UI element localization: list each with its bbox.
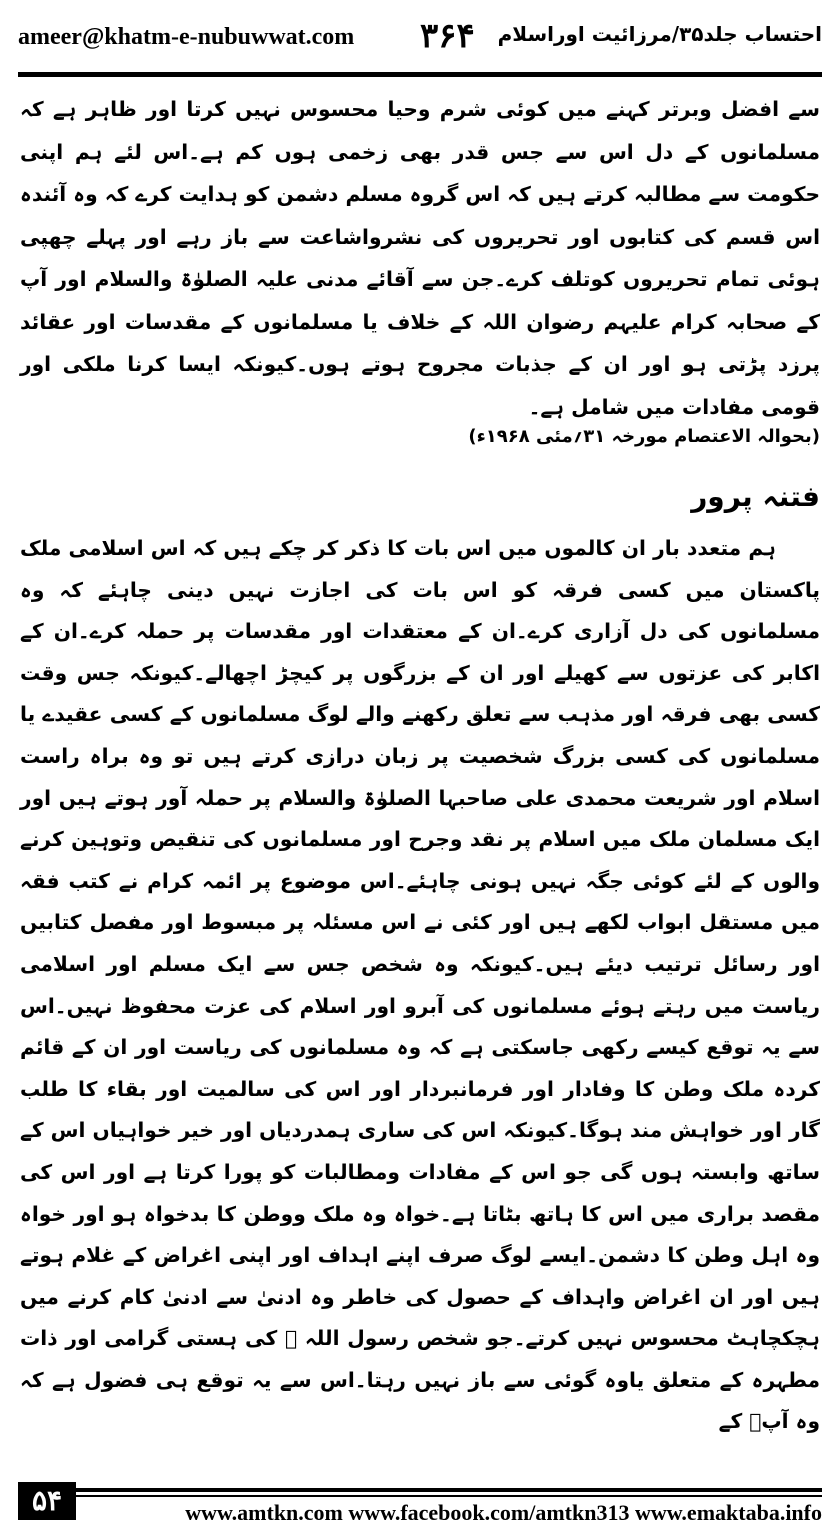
page-header xyxy=(18,16,822,66)
section1-body xyxy=(20,88,820,428)
footer-rule-thin xyxy=(76,1495,822,1497)
header-email: ameer@khatm-e-nubuwwat.com xyxy=(18,24,355,50)
footer-links: www.amtkn.com www.facebook.com/amtkn313 www.emaktaba.info xyxy=(185,1500,822,1525)
footer-page-number: ۵۴ xyxy=(18,1482,76,1520)
header-book-title: احتساب جلد۳۵/مرزائیت اوراسلام xyxy=(497,22,822,46)
section2-heading: فتنہ پرور xyxy=(691,480,820,513)
section1-paragraph: سے افضل وبرتر کہنے میں کوئی شرم وحیا محسوس نہیں کرتا اور ظاہر ہے کہ مسلمانوں کے دل اس سے جس قدر بھی زخمی ہوں کم ہے۔اس لئے ہم اپنی حکومت سے مطالبہ کرتے ہیں کہ اس گروہ مسلم دشمن کو ہدایت کرے کہ وہ آئندہ اس قسم کی کتابوں اور تحریروں کی نشرواشاعت سے باز رہے اور پہلے چھپی ہوئی تمام تحریروں کوتلف کرے۔جن سے آقائے مدنی علیہ الصلوٰۃ والسلام اور آپ کے صحابہ کرام علیہم رضوان اللہ کے خلاف یا مسلمانوں کے مقدسات اور عقائد پرزد پڑتی ہو اور ان کے جذبات مجروح ہوتے ہوں۔کیونکہ ایسا کرنا ملکی اور قومی مفادات میں شامل ہے۔ xyxy=(20,97,820,419)
section2-body xyxy=(20,528,820,1443)
footer-rule-thick xyxy=(76,1488,822,1492)
page-footer xyxy=(18,1482,822,1532)
header-rule xyxy=(18,72,822,77)
section2-paragraph: ہم متعدد بار ان کالموں میں اس بات کا ذکر کر چکے ہیں کہ اس اسلامی ملک پاکستان میں کسی فرقہ کو اس بات کی اجازت نہیں دینی چاہئے کہ وہ مسلمانوں کی دل آزاری کرے۔ان کے معتقدات اور مقدسات پر حملہ کرے۔ان کے اکابر کی عزتوں سے کھیلے اور ان کے بزرگوں پر کیچڑ اچھالے۔کیونکہ جس وقت کسی بھی فرقہ اور مذہب سے تعلق رکھنے والے لوگ مسلمانوں کے کسی عقیدے یا مسلمانوں کی کسی بزرگ شخصیت پر زبان درازی کرتے ہیں تو وہ براہ راست اسلام اور شریعت محمدی علی صاحبہا الصلوٰۃ والسلام پر حملہ آور ہوتے ہیں اور ایک مسلمان ملک میں اسلام پر نقد وجرح اور مسلمانوں کی تنقیص وتوہین کرنے والوں کے لئے کوئی جگہ نہیں ہونی چاہئے۔اس موضوع پر ائمہ کرام نے کتب فقہ میں مستقل ابواب لکھے ہیں اور کئی نے اس مسئلہ پر مبسوط اور مفصل کتابیں اور رسائل ترتیب دیئے ہیں۔کیونکہ وہ شخص جس سے ایک مسلم اور اسلامی ریاست میں رہتے ہوئے مسلمانوں کی آبرو اور اسلام کی عزت محفوظ نہیں۔اس سے یہ توقع کیسے رکھی جاسکتی ہے کہ وہ مسلمانوں کی ریاست اور ان کے قائم کردہ ملک وطن کا وفادار اور فرمانبردار اور اس کی سالمیت اور بقاء کا طلب گار اور خواہش مند ہوگا۔کیونکہ اس کی ساری ہمدردیاں اور خیر خواہیاں اس کے ساتھ وابستہ ہوں گی جو اس کے مفادات ومطالبات کو پورا کرتا ہے اور اس کی مقصد براری میں اس کا ہاتھ بٹاتا ہے۔خواہ وہ ملک ووطن کا بدخواہ ہو اور خواہ وہ اہل وطن کا دشمن۔ایسے لوگ صرف اپنے اہداف اور اپنی اغراض کے غلام ہوتے ہیں اور ان اغراض واہداف کے حصول کی خاطر وہ ادنیٰ سے ادنیٰ کام کرنے میں ہچکچاہٹ محسوس نہیں کرتے۔جو شخص رسول اللہ ﷺ کی ہستی گرامی اور ذات مطہرہ کے متعلق یاوہ گوئی سے باز نہیں رہتا۔اس سے یہ توقع ہی فضول ہے کہ وہ آپؐ کے xyxy=(20,536,820,1434)
section1-citation: (بحوالہ الاعتصام مورخہ ۳۱؍مئی ۱۹۶۸ء) xyxy=(468,426,820,447)
header-page-number: ۳۶۴ xyxy=(420,16,475,56)
